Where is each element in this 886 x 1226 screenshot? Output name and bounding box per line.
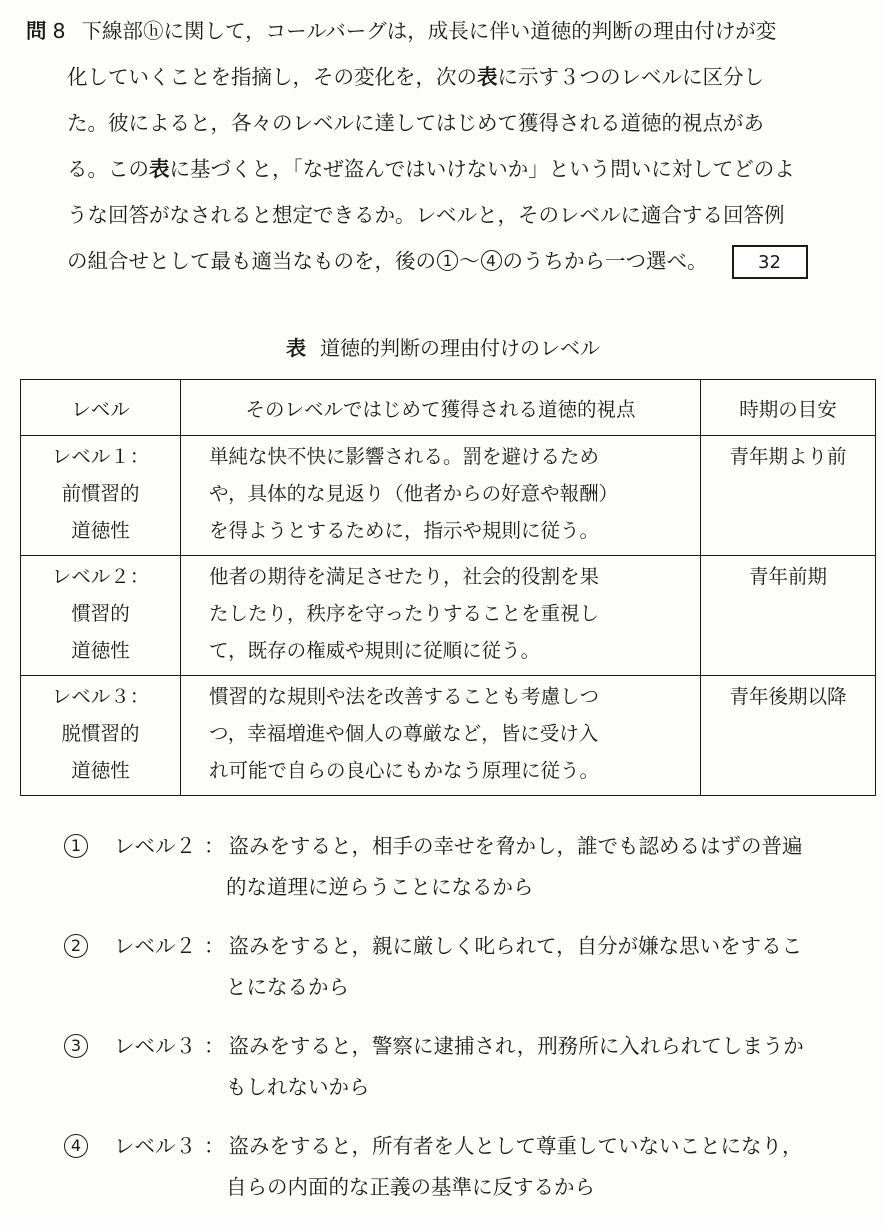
stem-text: た。彼によると，各々のレベルに達してはじめて獲得される道徳的視点があ: [67, 111, 764, 135]
answer-choices: [64, 826, 864, 1226]
level-name: レベル１：: [51, 445, 150, 468]
circled-number: 4: [481, 250, 502, 271]
choice-text: 盗みをすると，親に厳しく叱られて，自分が嫌な思いをするこ: [228, 934, 803, 958]
choice-level: レベル２: [114, 834, 196, 858]
level-cell: [21, 676, 181, 796]
viewpoint-line: 慣習的な規則や法を改善することも考慮しつ: [209, 685, 600, 708]
table-caption: [0, 332, 886, 361]
levels-table: [20, 379, 876, 796]
header-level: レベル: [21, 380, 181, 436]
range-separator: ～: [459, 249, 480, 273]
choice-colon: ：: [204, 1134, 225, 1158]
stem-line-5: [26, 192, 876, 238]
choice-line: もしれないから: [226, 1075, 370, 1099]
viewpoint-line: や，具体的な見返り（他者からの好意や報酬）: [209, 482, 619, 505]
table-reference: 表: [149, 157, 170, 181]
stem-text: る。この: [67, 157, 149, 181]
choice-text: 盗みをすると，相手の幸せを脅かし，誰でも認めるはずの普遍: [228, 834, 803, 858]
stem-line-6: [26, 238, 876, 284]
table-row: [21, 436, 876, 556]
header-period: 時期の目安: [701, 380, 876, 436]
caption-title: 道徳的判断の理由付けのレベル: [320, 336, 600, 360]
viewpoint-cell: [181, 436, 701, 556]
stem-line-4: [26, 146, 876, 192]
viewpoint-line: 単純な快不快に影響される。罰を避けるため: [209, 445, 600, 468]
answer-choice-3[interactable]: [64, 1026, 864, 1108]
viewpoint-line: 他者の期待を満足させたり，社会的役割を果: [209, 565, 600, 588]
table-row: [21, 676, 876, 796]
level-name: 脱慣習的: [61, 722, 140, 745]
viewpoint-line: たしたり，秩序を守ったりすることを重視し: [209, 602, 600, 625]
level-name: 慣習的: [71, 602, 130, 625]
choice-text: 盗みをすると，警察に逮捕され，刑務所に入れられてしまうか: [228, 1034, 804, 1058]
question-number: 8: [52, 19, 66, 43]
table-row: [21, 556, 876, 676]
choice-line: [64, 1126, 864, 1167]
answer-choice-1[interactable]: [64, 826, 864, 908]
choice-line: 自らの内面的な正義の基準に反するから: [226, 1175, 595, 1199]
viewpoint-line: て，既存の権威や規則に従順に従う。: [209, 639, 541, 662]
level-name: 前慣習的: [61, 482, 140, 505]
choice-line: 的な道理に逆らうことになるから: [226, 875, 534, 899]
choice-level: レベル２: [114, 934, 196, 958]
choice-line: [64, 826, 864, 867]
circled-number: 1: [437, 250, 458, 271]
stem-line-2: [26, 54, 876, 100]
period-cell: 青年後期以降: [701, 676, 876, 796]
caption-label: 表: [286, 336, 306, 360]
viewpoint-line: れ可能で自らの良心にもかなう原理に従う。: [209, 759, 600, 782]
choice-line: とになるから: [226, 975, 349, 999]
stem-text: うな回答がなされると想定できるか。レベルと，そのレベルに適合する回答例: [67, 203, 785, 227]
level-cell: [21, 436, 181, 556]
stem-text: のうちから一つ選べ。: [502, 249, 708, 273]
stem-text: に基づくと，「なぜ盗んではいけないか」という問いに対してどのよ: [169, 157, 795, 181]
stem-text: の組合せとして最も適当なものを，後の: [67, 249, 436, 273]
answer-choice-4[interactable]: [64, 1126, 864, 1208]
table-header-row: [21, 380, 876, 436]
stem-text: 下線部ⓗに関して，コールバーグは，成長に伴い道徳的判断の理由付けが変: [81, 19, 777, 43]
level-name: レベル２：: [51, 565, 150, 588]
stem-line-1: [26, 8, 876, 54]
choice-number: 4: [64, 1134, 88, 1158]
choice-line: [64, 1026, 864, 1067]
stem-text: に示す３つのレベルに区分し: [497, 65, 764, 89]
viewpoint-line: つ，幸福増進や個人の尊厳など，皆に受け入: [209, 722, 599, 745]
question-stem: [26, 8, 876, 284]
choice-number: 3: [64, 1034, 88, 1058]
answer-box[interactable]: 32: [732, 245, 808, 279]
period-cell: 青年前期: [701, 556, 876, 676]
viewpoint-cell: [181, 676, 701, 796]
stem-text: 化していくことを指摘し，その変化を，次の: [67, 65, 477, 89]
level-name: レベル３：: [51, 685, 150, 708]
choice-colon: ：: [204, 1034, 225, 1058]
table-reference: 表: [477, 65, 498, 89]
level-name: 道徳性: [71, 519, 130, 542]
viewpoint-line: を得ようとするために，指示や規則に従う。: [209, 519, 600, 542]
choice-level: レベル３: [114, 1134, 196, 1158]
period-cell: 青年期より前: [701, 436, 876, 556]
choice-colon: ：: [204, 834, 225, 858]
question-label: 問: [26, 19, 47, 43]
choice-text: 盗みをすると，所有者を人として尊重していないことになり，: [228, 1134, 803, 1158]
choice-colon: ：: [204, 934, 225, 958]
choice-line: [64, 926, 864, 967]
level-name: 道徳性: [71, 759, 130, 782]
choice-number: 1: [64, 834, 88, 858]
level-name: 道徳性: [71, 639, 130, 662]
level-cell: [21, 556, 181, 676]
stem-line-3: [26, 100, 876, 146]
choice-number: 2: [64, 934, 88, 958]
answer-choice-2[interactable]: [64, 926, 864, 1008]
viewpoint-cell: [181, 556, 701, 676]
header-viewpoint: そのレベルではじめて獲得される道徳的視点: [181, 380, 701, 436]
choice-level: レベル３: [114, 1034, 196, 1058]
